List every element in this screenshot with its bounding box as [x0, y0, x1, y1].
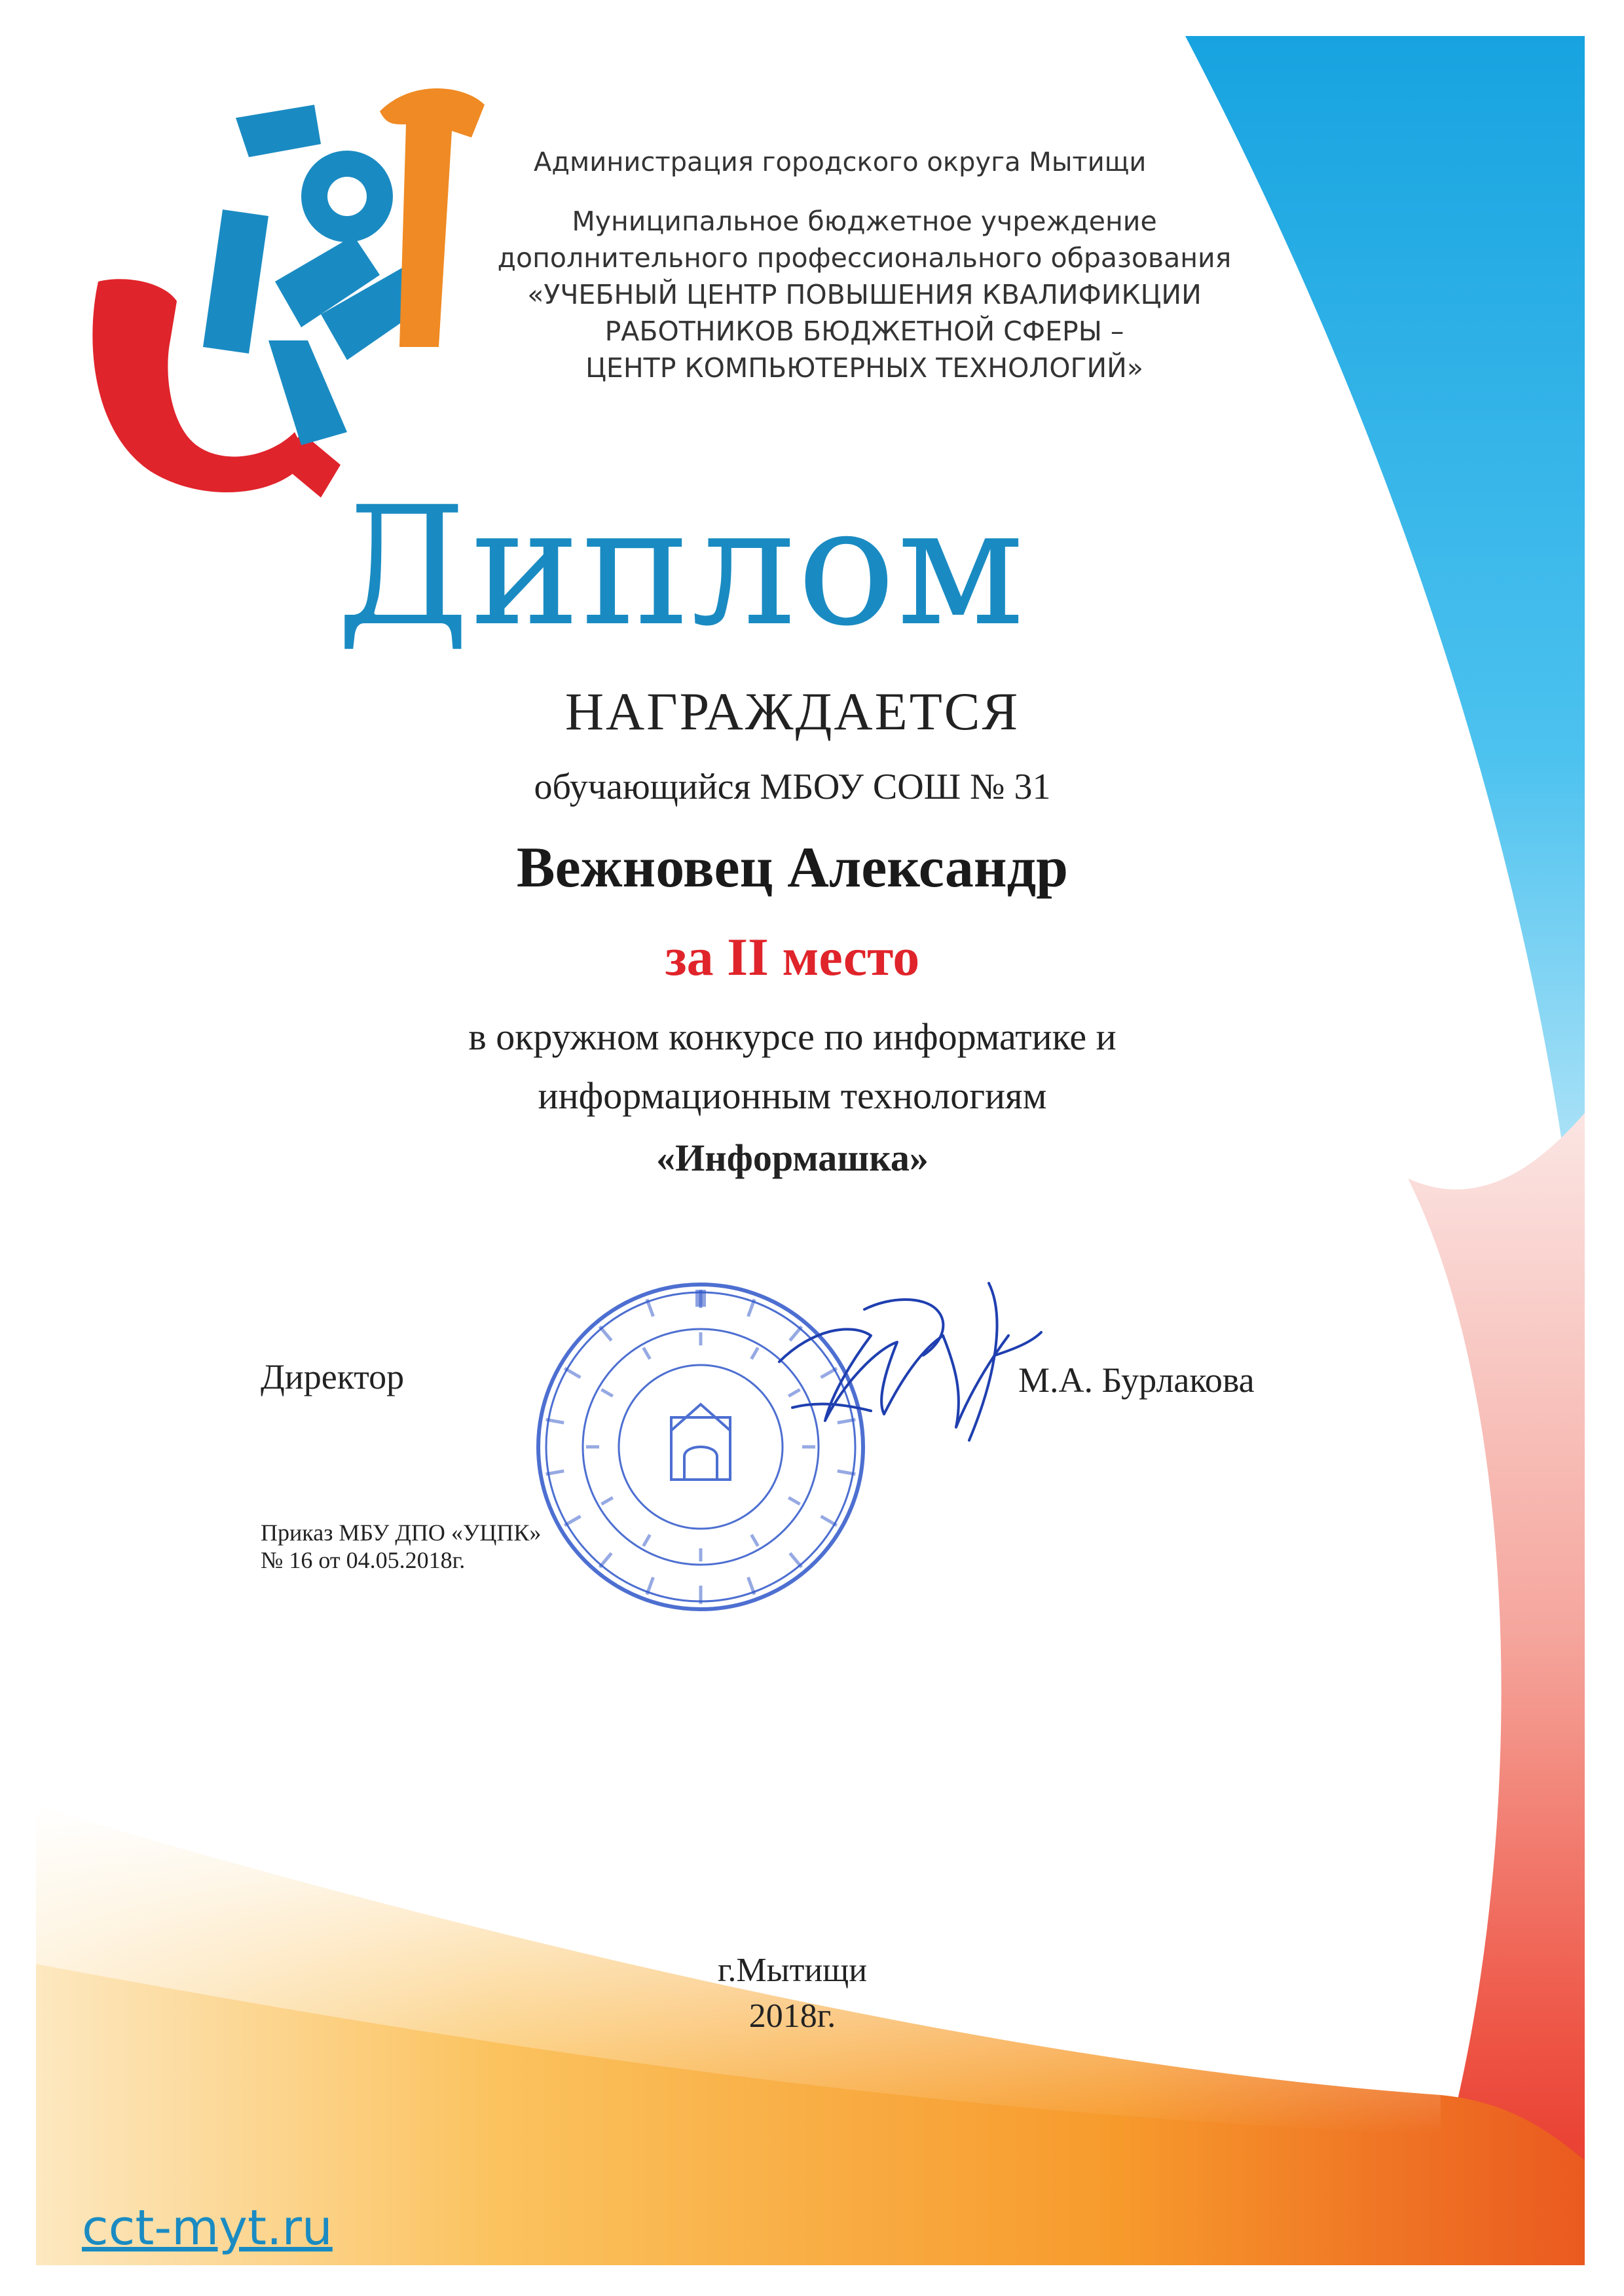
website-link[interactable]: cct-myt.ru	[82, 2200, 333, 2256]
director-signature	[773, 1270, 1048, 1467]
institution-line: Муниципальное бюджетное учреждение	[572, 206, 1157, 237]
ckt-logo	[72, 65, 498, 511]
administration-name: Администрация городского округа Мытищи	[534, 147, 1147, 177]
order-reference	[261, 1519, 541, 1574]
institution-line: «УЧЕБНЫЙ ЦЕНТР ПОВЫШЕНИЯ КВАЛИФИКЦИИ	[527, 279, 1202, 310]
contest-line-2: информационным технологиям	[538, 1074, 1047, 1117]
contest-line-1: в окружном конкурсе по информатике и	[468, 1015, 1116, 1058]
awarded-heading: НАГРАЖДАЕТСЯ	[564, 682, 1020, 741]
contest-name: «Информашка»	[656, 1137, 929, 1179]
director-label: Директор	[261, 1357, 405, 1396]
year: 2018г.	[748, 1997, 836, 2035]
director-name: М.А. Бурлакова	[1018, 1360, 1255, 1400]
diploma-title: Диплом	[336, 471, 1026, 662]
school-line: обучающийся МБОУ СОШ № 31	[534, 767, 1051, 807]
institution-line: РАБОТНИКОВ БЮДЖЕТНОЙ СФЕРЫ –	[604, 316, 1124, 347]
institution-name	[471, 203, 1257, 386]
institution-line: ЦЕНТР КОМПЬЮТЕРНЫХ ТЕХНОЛОГИЙ»	[585, 352, 1143, 384]
place-line: за II место	[665, 927, 920, 987]
order-line-1: Приказ МБУ ДПО «УЦПК»	[261, 1520, 542, 1546]
institution-line: дополнительного профессионального образования	[497, 242, 1232, 274]
recipient-name: Вежновец Александр	[516, 836, 1069, 900]
order-line-2: № 16 от 04.05.2018г.	[261, 1547, 466, 1573]
city: г.Мытищи	[717, 1952, 868, 1989]
